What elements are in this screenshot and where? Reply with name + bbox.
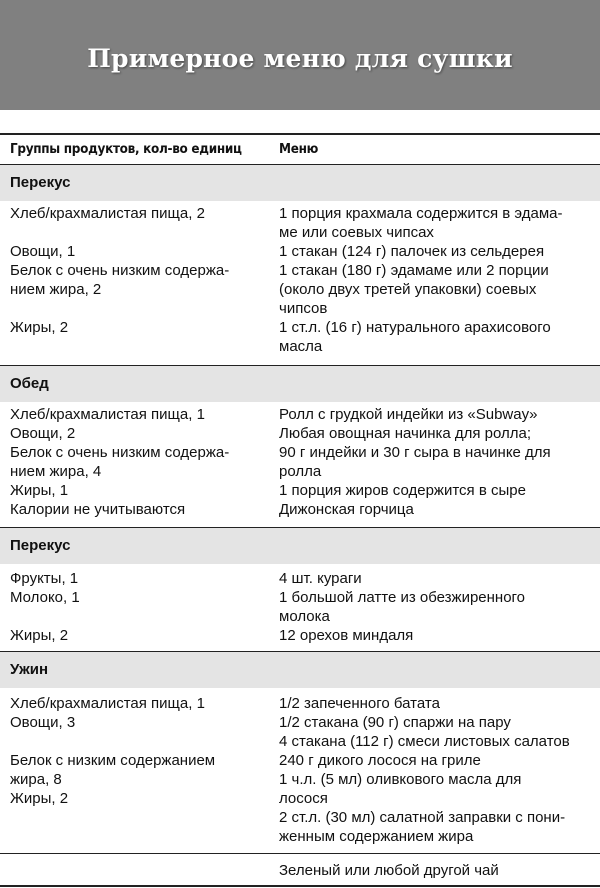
section-header-snack-1 (0, 165, 600, 201)
row-left: Фрукты, 1 (10, 570, 79, 587)
row-left: Молоко, 1 (10, 589, 80, 606)
table-bottom-rule (0, 885, 600, 887)
section-title: Обед (10, 375, 49, 392)
row-left: Жиры, 2 (10, 319, 69, 336)
row-right: 1 ст.л. (16 г) натурального арахисового (279, 319, 551, 336)
row-left: Жиры, 2 (10, 627, 69, 644)
row-left: Овощи, 3 (10, 714, 76, 731)
row-left: Жиры, 2 (10, 790, 69, 807)
row-right: Дижонская горчица (279, 501, 414, 518)
row-right: 1/2 стакана (90 г) спаржи на пару (279, 714, 511, 731)
row-left: Жиры, 1 (10, 482, 69, 499)
row-right: женным содержанием жира (279, 828, 474, 845)
row-left: Хлеб/крахмалистая пища, 1 (10, 406, 205, 423)
row-right: молока (279, 608, 330, 625)
row-right: 240 г дикого лосося на гриле (279, 752, 481, 769)
row-right: 1 порция крахмала содержится в эдама- (279, 205, 563, 222)
section-title: Ужин (10, 661, 49, 678)
row-right: 2 ст.л. (30 мл) салатной заправки с пони- (279, 809, 566, 826)
row-left: Белок с очень низким содержа- (10, 262, 230, 279)
section-header-dinner (0, 652, 600, 688)
row-right: 4 стакана (112 г) смеси листовых салатов (279, 733, 570, 750)
column-header-menu: Меню (279, 142, 318, 157)
row-right: масла (279, 338, 323, 355)
title-banner (0, 0, 600, 110)
row-left: Белок с очень низким содержа- (10, 444, 230, 461)
page-title: Примерное меню для сушки (87, 43, 513, 73)
row-left: жира, 8 (10, 771, 62, 788)
row-right: лосося (279, 790, 328, 807)
row-left: Овощи, 2 (10, 425, 76, 442)
row-right: 1 ч.л. (5 мл) оливкового масла для (279, 771, 522, 788)
section-header-lunch (0, 366, 600, 402)
row-left: Калории не учитываются (10, 501, 186, 518)
section-title: Перекус (10, 537, 71, 554)
row-right: ме или соевых чипсах (279, 224, 434, 241)
row-right: 1 стакан (180 г) эдамаме или 2 порции (279, 262, 549, 279)
row-left: нием жира, 4 (10, 463, 102, 480)
row-right: Ролл с грудкой индейки из «Subway» (279, 406, 538, 423)
section-divider (0, 853, 600, 854)
table-header (0, 134, 600, 165)
footer-tea: Зеленый или любой другой чай (279, 862, 499, 879)
row-left: Хлеб/крахмалистая пища, 1 (10, 695, 205, 712)
section-header-snack-2 (0, 528, 600, 564)
row-right: Любая овощная начинка для ролла; (279, 425, 532, 442)
row-right: ролла (279, 463, 322, 480)
row-right: (около двух третей упаковки) соевых (279, 281, 537, 298)
row-left: Овощи, 1 (10, 243, 76, 260)
section-title: Перекус (10, 174, 71, 191)
row-right: чипсов (279, 300, 328, 317)
column-header-groups: Группы продуктов, кол-во единиц (10, 142, 242, 157)
row-right: 1 порция жиров содержится в сыре (279, 482, 526, 499)
row-right: 90 г индейки и 30 г сыра в начинке для (279, 444, 551, 461)
row-right: 1/2 запеченного батата (279, 695, 440, 712)
row-left: Хлеб/крахмалистая пища, 2 (10, 205, 205, 222)
row-right: 4 шт. кураги (279, 570, 362, 587)
row-left: Белок с низким содержанием (10, 752, 216, 769)
row-right: 1 большой латте из обезжиренного (279, 589, 526, 606)
row-left: нием жира, 2 (10, 281, 102, 298)
row-right: 12 орехов миндаля (279, 627, 414, 644)
row-right: 1 стакан (124 г) палочек из сельдерея (279, 243, 545, 260)
